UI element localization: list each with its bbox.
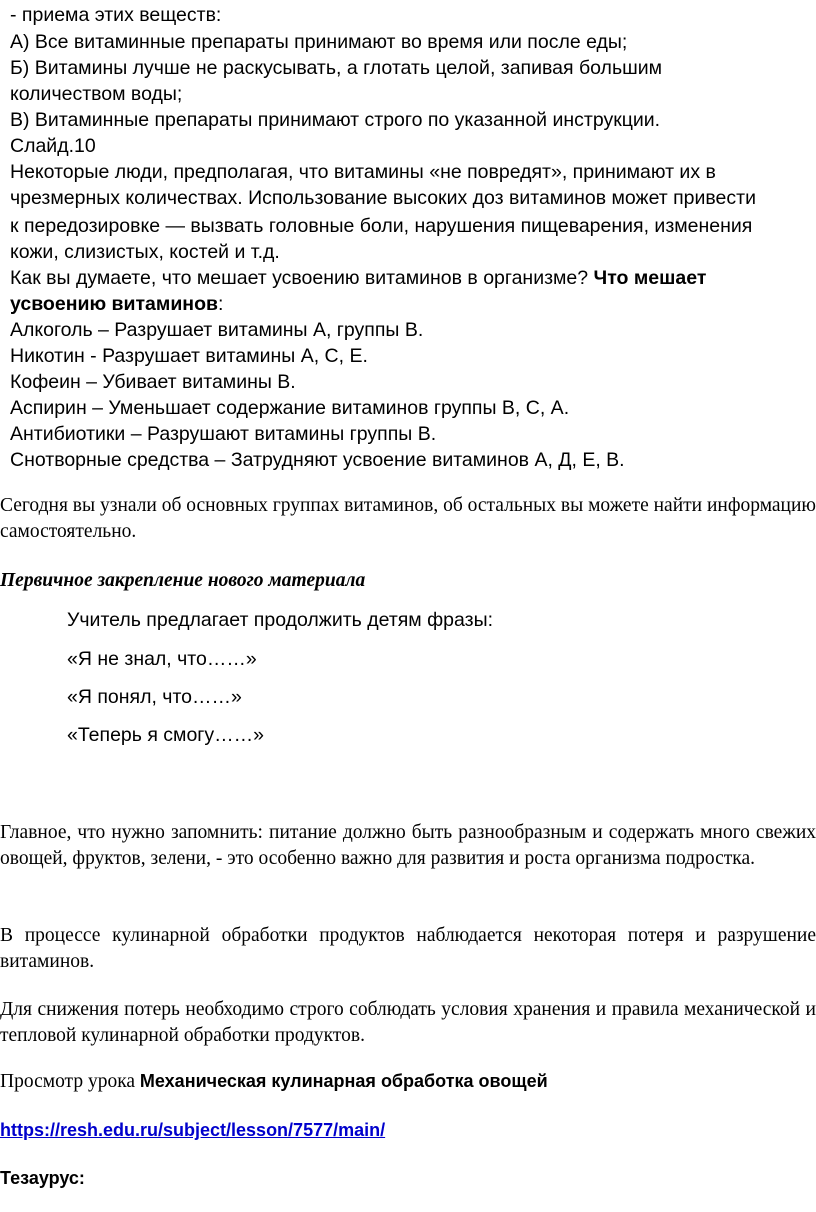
question-colon: : [218,293,224,315]
intro-line-1: - приема этих веществ: [10,4,222,26]
question-bold-2: усвоению витаминов [10,293,218,315]
reduce-loss-paragraph: Для снижения потерь необходимо строго соблюдать условия хранения и правила механической и тепловой кулинарной обработки продуктов. [0,999,816,1046]
teacher-prompt: Учитель предлагает продолжить детям фразы: [67,609,494,631]
phrase-2: «Я понял, что……» [67,686,242,708]
thesaurus-label: Тезаурус: [0,1168,85,1188]
lesson-link[interactable]: https://resh.edu.ru/subject/lesson/7577/main/ [0,1120,386,1140]
question-line [10,267,706,290]
question-bold-1: Что мешает [593,267,707,289]
overdose-line-2: чрезмерных количествах. Использование высоких доз витаминов может привести [10,187,756,209]
overdose-line-3: к передозировке — вызвать головные боли, нарушения пищеварения, изменения [10,215,753,237]
intro-line-2: А) Все витаминные препараты принимают во время или после еды; [10,31,628,53]
question-line-2 [10,293,223,316]
inhibitor-item: Никотин - Разрушает витамины А, С, Е. [10,345,368,367]
intro-line-3: Б) Витамины лучше не раскусывать, а глотать целой, запивая большим [10,57,663,79]
vitamin-loss-paragraph: В процессе кулинарной обработки продуктов наблюдается некоторая потеря и разрушение витаминов. [0,925,816,972]
inhibitor-item: Антибиотики – Разрушают витамины группы В. [10,423,437,445]
inhibitor-item: Снотворные средства – Затрудняют усвоение витаминов А, Д, Е, В. [10,449,625,471]
inhibitor-item: Алкоголь – Разрушает витамины А, группы В. [10,319,424,341]
inhibitor-item: Аспирин – Уменьшает содержание витаминов группы В, С, А. [10,397,570,419]
inhibitor-item: Кофеин – Убивает витамины В. [10,371,296,393]
lesson-link-line [0,1120,385,1141]
intro-line-4: количеством воды; [10,83,183,105]
lesson-prefix: Просмотр урока [0,1071,140,1092]
lesson-title: Механическая кулинарная обработка овощей [139,1071,548,1091]
summary-paragraph: Сегодня вы узнали об основных группах витаминов, об остальных вы можете найти информацию самостоятельно. [0,495,816,542]
intro-line-5: В) Витаминные препараты принимают строго по указанной инструкции. [10,109,661,131]
question-text: Как вы думаете, что мешает усвоению витаминов в организме? [10,267,594,289]
phrase-1: «Я не знал, что……» [67,648,257,670]
consolidation-heading: Первичное закрепление нового материала [0,570,366,591]
overdose-line-4: кожи, слизистых, костей и т.д. [10,241,280,263]
lesson-line [0,1071,548,1093]
main-point-paragraph: Главное, что нужно запомнить: питание должно быть разнообразным и содержать много свежих овощей, фруктов, зелени, - это особенно важно для развития и роста организма подростка. [0,822,816,869]
overdose-line-1: Некоторые люди, предполагая, что витамины «не повредят», принимают их в [10,161,716,183]
phrase-3: «Теперь я смогу……» [67,724,265,746]
slide-label: Слайд.10 [10,135,96,157]
